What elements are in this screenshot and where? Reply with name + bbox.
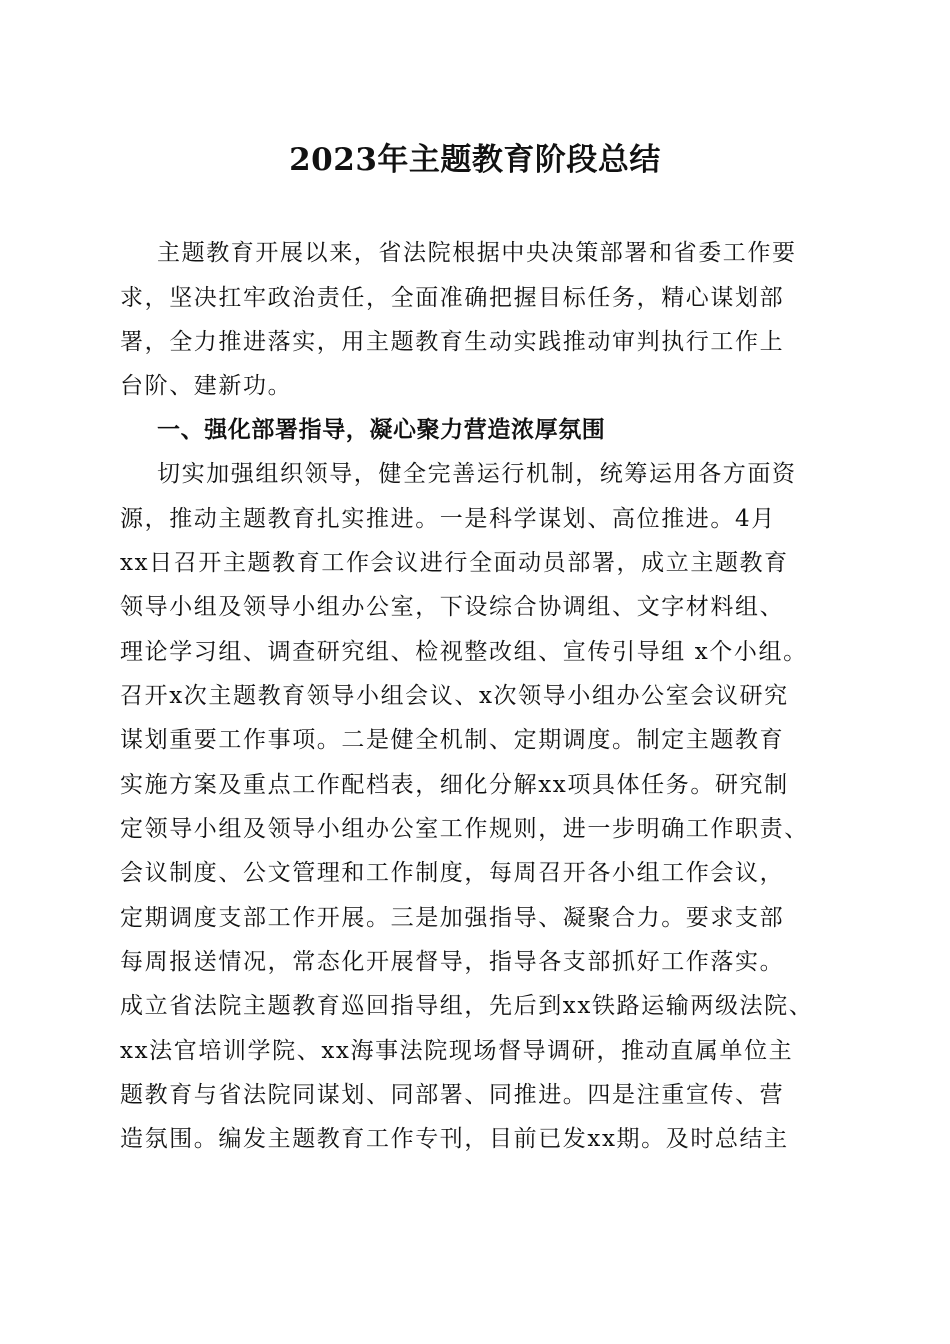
body-line: 领导小组及领导小组办公室，下设综合协调组、文字材料组、 [120,594,785,620]
body-line: 召开x次主题教育领导小组会议、x次领导小组办公室会议研究 [120,683,789,709]
body-line: 每周报送情况，常态化开展督导，指导各支部抓好工作落实。 [120,949,785,975]
body-line: 造氛围。编发主题教育工作专刊，目前已发xx期。及时总结主 [120,1126,789,1152]
intro-line: 台阶、建新功。 [120,373,293,399]
body-line: 定期调度支部工作开展。三是加强指导、凝聚合力。要求支部 [120,905,785,931]
body-line: 实施方案及重点工作配档表，细化分解xx项具体任务。研究制 [120,772,789,798]
body-line: xx日召开主题教育工作会议进行全面动员部署，成立主题教育 [120,550,789,576]
body-line: 会议制度、公文管理和工作制度，每周召开各小组工作会议， [120,860,785,886]
intro-line: 署，全力推进落实，用主题教育生动实践推动审判执行工作上 [120,329,785,355]
document-title: 2023年主题教育阶段总结 [289,142,661,178]
body-line: 成立省法院主题教育巡回指导组，先后到xx铁路运输两级法院、 [120,993,814,1019]
body-line: 切实加强组织领导，健全完善运行机制，统筹运用各方面资 [157,461,797,487]
intro-line: 求，坚决扛牢政治责任，全面准确把握目标任务，精心谋划部 [120,285,785,311]
body-line: 理论学习组、调查研究组、检视整改组、宣传引导组 x个小组。 [120,639,808,665]
section-heading: 一、强化部署指导，凝心聚力营造浓厚氛围 [157,417,606,443]
body-line: xx法官培训学院、xx海事法院现场督导调研，推动直属单位主 [120,1038,794,1064]
intro-line: 主题教育开展以来，省法院根据中央决策部署和省委工作要 [157,240,797,266]
body-line: 定领导小组及领导小组办公室工作规则，进一步明确工作职责、 [120,816,809,842]
body-line: 题教育与省法院同谋划、同部署、同推进。四是注重宣传、营 [120,1082,785,1108]
body-line: 谋划重要工作事项。二是健全机制、定期调度。制定主题教育 [120,727,785,753]
body-line: 源，推动主题教育扎实推进。一是科学谋划、高位推进。4月 [120,506,776,532]
